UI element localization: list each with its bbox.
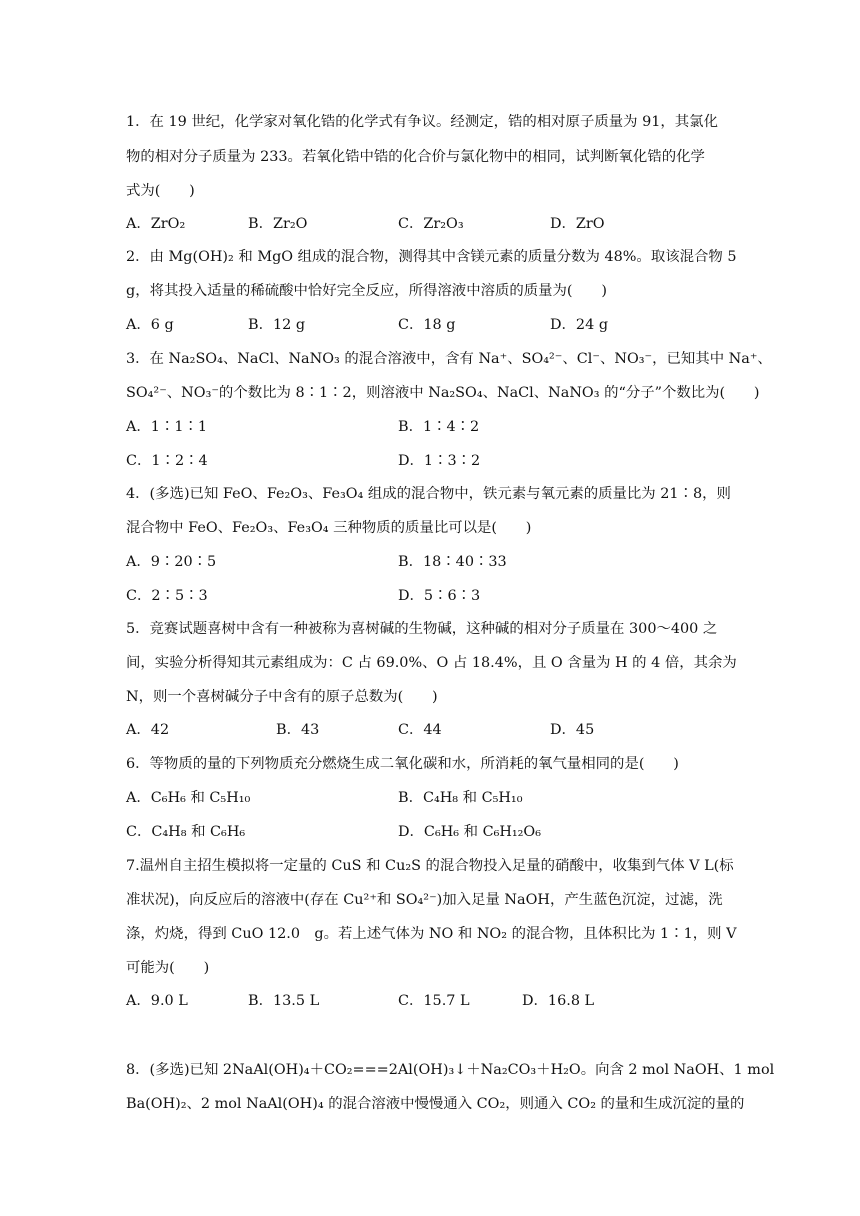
q3-option-a: A．1∶1∶1 [126, 419, 208, 435]
q1-line-2: 物的相对分子质量为 233。若氧化锆中锆的化合价与氯化物中的相同，试判断氧化锆的化学 [126, 149, 705, 165]
q1-option-a: A．ZrO₂ [126, 216, 186, 232]
q3-option-b: B．1∶4∶2 [398, 419, 480, 435]
q4-option-d: D．5∶6∶3 [398, 588, 481, 604]
q7-option-b: B．13.5 L [248, 993, 320, 1009]
q1-line-1: 1．在 19 世纪，化学家对氧化锆的化学式有争议。经测定，锆的相对原子质量为 91，其氯化 [126, 114, 718, 130]
q2-line-2: g，将其投入适量的稀硫酸中恰好完全反应，所得溶液中溶质的质量为( ) [126, 283, 607, 299]
q3-option-d: D．1∶3∶2 [398, 453, 481, 469]
q7-line-2: 准状况)，向反应后的溶液中(存在 Cu²⁺和 SO₄²⁻)加入足量 NaOH，产生蓝色沉淀，过滤，洗 [126, 892, 723, 908]
q5-line-2: 间，实验分析得知其元素组成为：C 占 69.0%、O 占 18.4%，且 O 含量为 H 的 4 倍，其余为 [126, 655, 737, 671]
q5-line-3: N，则一个喜树碱分子中含有的原子总数为( ) [126, 689, 438, 705]
q3-line-1: 3．在 Na₂SO₄、NaCl、NaNO₃ 的混合溶液中，含有 Na⁺、SO₄²⁻、Cl⁻、NO₃⁻，已知其中 Na⁺、 [126, 351, 772, 367]
q2-option-d: D．24 g [550, 317, 609, 333]
q2-option-b: B．12 g [248, 317, 306, 333]
q2-option-a: A．6 g [126, 317, 174, 333]
q4-option-c: C．2∶5∶3 [126, 588, 208, 604]
q7-line-3: 涤，灼烧，得到 CuO 12.0 g。若上述气体为 NO 和 NO₂ 的混合物，且体积比为 1∶1，则 V [126, 926, 737, 942]
q7-option-c: C．15.7 L [398, 993, 470, 1009]
q4-line-2: 混合物中 FeO、Fe₂O₃、Fe₃O₄ 三种物质的质量比可以是( ) [126, 520, 532, 536]
q6-option-c: C．C₄H₈ 和 C₆H₆ [126, 824, 246, 840]
q5-option-c: C．44 [398, 722, 442, 738]
q8-line-1: 8．(多选)已知 2NaAl(OH)₄＋CO₂===2Al(OH)₃↓＋Na₂CO₃＋H₂O。向含 2 mol NaOH、1 mol [126, 1062, 775, 1078]
q5-option-b: B．43 [276, 722, 320, 738]
q1-option-c: C．Zr₂O₃ [398, 216, 464, 232]
q3-option-c: C．1∶2∶4 [126, 453, 208, 469]
q8-line-2: Ba(OH)₂、2 mol NaAl(OH)₄ 的混合溶液中慢慢通入 CO₂，则通入 CO₂ 的量和生成沉淀的量的 [126, 1096, 745, 1112]
q4-line-1: 4．(多选)已知 FeO、Fe₂O₃、Fe₃O₄ 组成的混合物中，铁元素与氧元素的质量比为 21∶8，则 [126, 486, 731, 502]
q5-line-1: 5．竞赛试题喜树中含有一种被称为喜树碱的生物碱，这种碱的相对分子质量在 300～400 之 [126, 621, 718, 637]
q7-option-d: D．16.8 L [522, 993, 595, 1009]
q1-option-b: B．Zr₂O [248, 216, 308, 232]
q5-option-a: A．42 [126, 722, 170, 738]
q4-option-b: B．18∶40∶33 [398, 554, 507, 570]
q7-option-a: A．9.0 L [126, 993, 188, 1009]
q5-option-d: D．45 [550, 722, 595, 738]
q4-option-a: A．9∶20∶5 [126, 554, 217, 570]
q6-option-d: D．C₆H₆ 和 C₆H₁₂O₆ [398, 824, 542, 840]
q1-line-3: 式为( ) [126, 183, 195, 199]
q2-line-1: 2．由 Mg(OH)₂ 和 MgO 组成的混合物，测得其中含镁元素的质量分数为 48%。取该混合物 5 [126, 249, 737, 265]
q1-option-d: D．ZrO [550, 216, 605, 232]
q7-line-4: 可能为( ) [126, 960, 210, 976]
q6-option-a: A．C₆H₆ 和 C₅H₁₀ [126, 790, 251, 806]
q6-option-b: B．C₄H₈ 和 C₅H₁₀ [398, 790, 523, 806]
q6-line-1: 6．等物质的量的下列物质充分燃烧生成二氧化碳和水，所消耗的氧气量相同的是( ) [126, 756, 679, 772]
q2-option-c: C．18 g [398, 317, 456, 333]
q3-line-2: SO₄²⁻、NO₃⁻的个数比为 8∶1∶2，则溶液中 Na₂SO₄、NaCl、NaNO₃ 的“分子”个数比为( ) [126, 385, 760, 401]
q7-line-1: 7.温州自主招生模拟将一定量的 CuS 和 Cu₂S 的混合物投入足量的硝酸中，收集到气体 V L(标 [126, 858, 734, 874]
